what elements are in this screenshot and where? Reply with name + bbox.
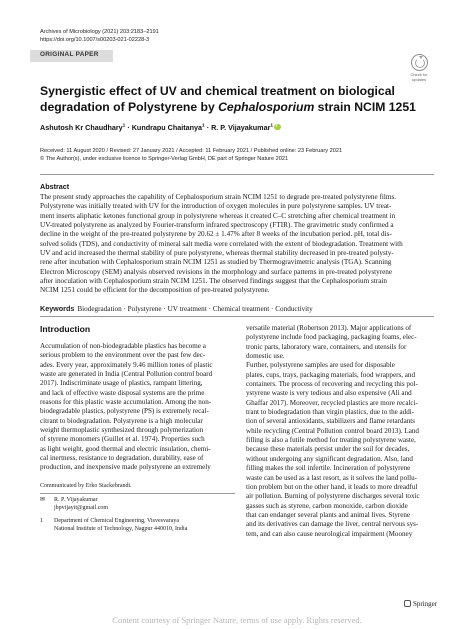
introduction-heading: Introduction xyxy=(40,324,91,334)
keywords xyxy=(40,304,313,313)
publisher-logo xyxy=(404,600,437,608)
paragraph-line: waste are generated in India (Central Pollution control board xyxy=(40,370,213,379)
paragraph-line: Accumulation of non-biodegradable plastics has become a xyxy=(40,342,206,350)
corresponding-author xyxy=(40,497,108,513)
abstract-line: decline in the weight of the pre-treated polystyrene by 20.62 ± 1.47% after 8 weeks of the incubation period. pH, total dis- xyxy=(40,230,392,239)
paragraph-line: Further, polystyrene samples are used for disposable xyxy=(246,361,395,370)
divider xyxy=(40,316,434,317)
article-type-badge xyxy=(30,50,113,62)
author-separator: · xyxy=(204,123,212,132)
author-name[interactable]: Kundrapu Chaitanya xyxy=(131,123,203,132)
paragraph-line: gasses such as styrene, carbon monoxide, carbon dioxide xyxy=(246,501,408,510)
title-line-2 xyxy=(40,100,440,116)
keywords-text: Biodegradation · Polystyrene · UV treatment · Chemical treatment · Conductivity xyxy=(77,305,313,313)
courtesy-notice: Content courtesy of Springer Nature, terms of use apply. Rights reserved. xyxy=(112,615,362,625)
abstract-line: rene after incubation with Cephalosporium strain NCIM 1251 as studied by Thermogravimetric analysis (TGA). Scanning xyxy=(40,258,392,267)
paragraph-line: serious problem to the environment over the past few dec- xyxy=(40,351,206,360)
paragraph-line: polystyrene include food packaging, packaging foams, elec- xyxy=(246,333,417,342)
paragraph-line: ades. Every year, approximately 9.46 million tones of plastic xyxy=(40,360,213,369)
abstract-body xyxy=(40,193,434,296)
author-list xyxy=(40,123,281,132)
paragraph-line: domestic use. xyxy=(246,352,285,361)
abstract-line: solved solids (TDS), and conductivity of mineral salt media were correlated with the extent of biodegradation. Treatment with xyxy=(40,239,403,248)
abstract-heading: Abstract xyxy=(40,182,70,191)
paragraph-line: versatile material (Robertson 2013). Major applications of xyxy=(246,324,412,332)
paragraph-line: tronic parts, laboratory ware, containers, and utensils for xyxy=(246,342,407,351)
envelope-icon: ✉ xyxy=(40,497,46,503)
paragraph-line: tem, and can also cause neurological impairment (Mooney xyxy=(246,529,413,538)
updates-label-line2: updates xyxy=(411,76,427,82)
paragraph-line: air pollution. Burning of polystyrene discharges several toxic xyxy=(246,492,420,501)
abstract-line: The present study approaches the capability of Cephalosporium strain NCIM 1251 to degrade pre-treated polystyrene films. xyxy=(40,193,397,201)
paragraph-line: tion problem but on the other hand, it leads to more dreadful xyxy=(246,482,418,491)
publication-dates xyxy=(40,148,342,163)
abstract-line: ment inserts aliphatic ketones functional group in polystyrene whereas it created C–C stretching after chemical treatment in xyxy=(40,211,396,220)
abstract-line: Polystyrene was initially treated with UV for the introduction of oxygen molecules in pure polystyrene samples. UV treat- xyxy=(40,202,392,211)
keywords-label: Keywords xyxy=(40,304,75,313)
paragraph-line: filling is also a futile method for treating polystyrene waste, xyxy=(246,436,416,445)
paragraph-line: while recycling (Central Pollution control board 2013). Land xyxy=(246,426,419,435)
title-italic: Cephalosporium xyxy=(218,99,315,114)
footnote-divider xyxy=(40,493,235,494)
copyright-line: © The Author(s), under exclusive licence to Springer-Verlag GmbH, DE part of Springer Nature 2021 xyxy=(40,155,289,162)
affiliation-line1: Department of Chemical Engineering, Visvesvaraya xyxy=(54,518,179,524)
paragraph-line: reasons for this plastic waste accumulation. Among the non- xyxy=(40,398,212,407)
history-dates: Received: 11 August 2020 / Revised: 27 January 2021 / Accepted: 11 February 2021 / Published online: 23 February 2021 xyxy=(40,148,343,154)
updates-label xyxy=(401,73,437,82)
paragraph-line: 2017). Indiscriminate usage of plastics, rampant littering, xyxy=(40,379,203,388)
journal-info xyxy=(40,29,159,44)
abstract-line: after inoculation with Cephalosporium strain NCIM 1251. The observed findings suggest that the Cephalosporium strain xyxy=(40,277,388,286)
corresponding-name: R. P. Vijayakumar xyxy=(54,497,98,503)
title-text: degradation of Polystyrene by xyxy=(40,99,219,114)
paragraph-line: plates, cups, trays, packaging materials, food wrappers, and xyxy=(246,370,416,379)
author-name[interactable]: Ashutosh Kr Chaudhary xyxy=(40,123,123,132)
paragraph-line: because these materials persist under the soil for decades, xyxy=(246,445,410,454)
paragraph-line: as light weight, good thermal and electric insulation, chemi- xyxy=(40,444,211,453)
paragraph-line: and its derivatives can damage the liver, central nervous sys- xyxy=(246,520,419,529)
paragraph-line: without undergoing any significant degradation. Also, land xyxy=(246,454,413,463)
paragraph-line: cal inertness, resistance to degradation, durability, ease of xyxy=(40,454,204,463)
title-line-1: Synergistic effect of UV and chemical treatment on biological xyxy=(40,84,395,98)
title-text-end: strain NCIM 1251 xyxy=(314,99,416,114)
affiliation-mark: 1 xyxy=(270,123,274,129)
paragraph-line: waste can be used as a last resort, as it solves the land pollu- xyxy=(246,473,417,482)
paragraph-line: of styrene monomers (Guillet et al. 1974). Properties such xyxy=(40,435,205,444)
paragraph-line: production, and inexpensive made polystyrene an extremely xyxy=(40,463,211,472)
author-separator: · xyxy=(125,123,132,132)
abstract-line: NCIM 1251 could be efficient for the decomposition of pre-treated polystyrene. xyxy=(40,286,270,295)
author-name[interactable]: R. P. Vijayakumar xyxy=(211,123,271,132)
orcid-icon[interactable] xyxy=(274,124,281,131)
abstract-line: Electron Microscopy (SEM) analysis observed revisions in the morphology and surface patterns in pre-treated polystyrene xyxy=(40,267,393,276)
paragraph-line: tion of several antioxidants, stabilizers and flame retardants xyxy=(246,417,416,426)
doi-link[interactable]: https://doi.org/10.1007/s00203-021-02228-3 xyxy=(40,36,150,43)
abstract-line: UV and acid increased the thermal stability of pure polystyrene, whereas thermal stability decreased in pre-treated polysty- xyxy=(40,249,394,258)
affiliation-number: 1 xyxy=(40,518,43,524)
divider xyxy=(40,174,434,175)
paragraph-line: and lack of effective waste disposal systems are the prime xyxy=(40,388,205,397)
paragraph-line: filling makes the soil infertile. Incineration of polystyrene xyxy=(246,464,411,473)
abstract-line: UV-treated polystyrene as analyzed by Fourier-transform infrared spectroscopy (FTIR). The gravimetric study confirmed a xyxy=(40,221,394,230)
paragraph-line: trant to biodegradation than virgin plastics, due to the addi- xyxy=(246,408,415,417)
paragraph-line: biodegradable plastics, polystyrene (PS) is extremely recal- xyxy=(40,407,209,416)
paragraph-line: containers. The process of recovering and recycling this pol- xyxy=(246,380,418,389)
affiliation xyxy=(40,518,187,534)
paragraph-line: weight thermoplastic synthesized through polymerization xyxy=(40,426,204,435)
paragraph-line: ystyrene waste is very tedious and also expensive (Ali and xyxy=(246,389,412,398)
email-link[interactable]: jbpvijayit@gmail.com xyxy=(54,504,109,511)
check-for-updates-button[interactable] xyxy=(401,54,437,82)
paragraph-line: that can endanger several plants and animal lives. Styrene xyxy=(246,510,411,519)
publisher-name: Springer xyxy=(413,600,438,608)
paragraph-line: citrant to biodegradation. Polystyrene is a high molecular xyxy=(40,416,203,425)
paragraph-line: Ghaffar 2017). Moreover, recycled plastics are more recalci- xyxy=(246,398,418,407)
affiliation-line2: National Institute of Technology, Nagpur 440010, India xyxy=(54,525,188,532)
updates-label-line1: Check for xyxy=(410,72,428,77)
article-title xyxy=(40,84,440,115)
affiliation-mark: 1 xyxy=(122,123,126,129)
article-type-label: ORIGINAL PAPER xyxy=(40,51,99,58)
journal-citation: Archives of Microbiology (2021) 203:2183–2191 xyxy=(40,29,159,35)
affiliation-mark: 1 xyxy=(202,123,205,129)
springer-horse-icon xyxy=(404,600,411,607)
left-column-text xyxy=(40,342,235,473)
refresh-icon xyxy=(411,54,428,71)
communicated-by: Communicated by Erko Stackebrandt. xyxy=(40,483,132,489)
right-column-text xyxy=(246,324,441,539)
